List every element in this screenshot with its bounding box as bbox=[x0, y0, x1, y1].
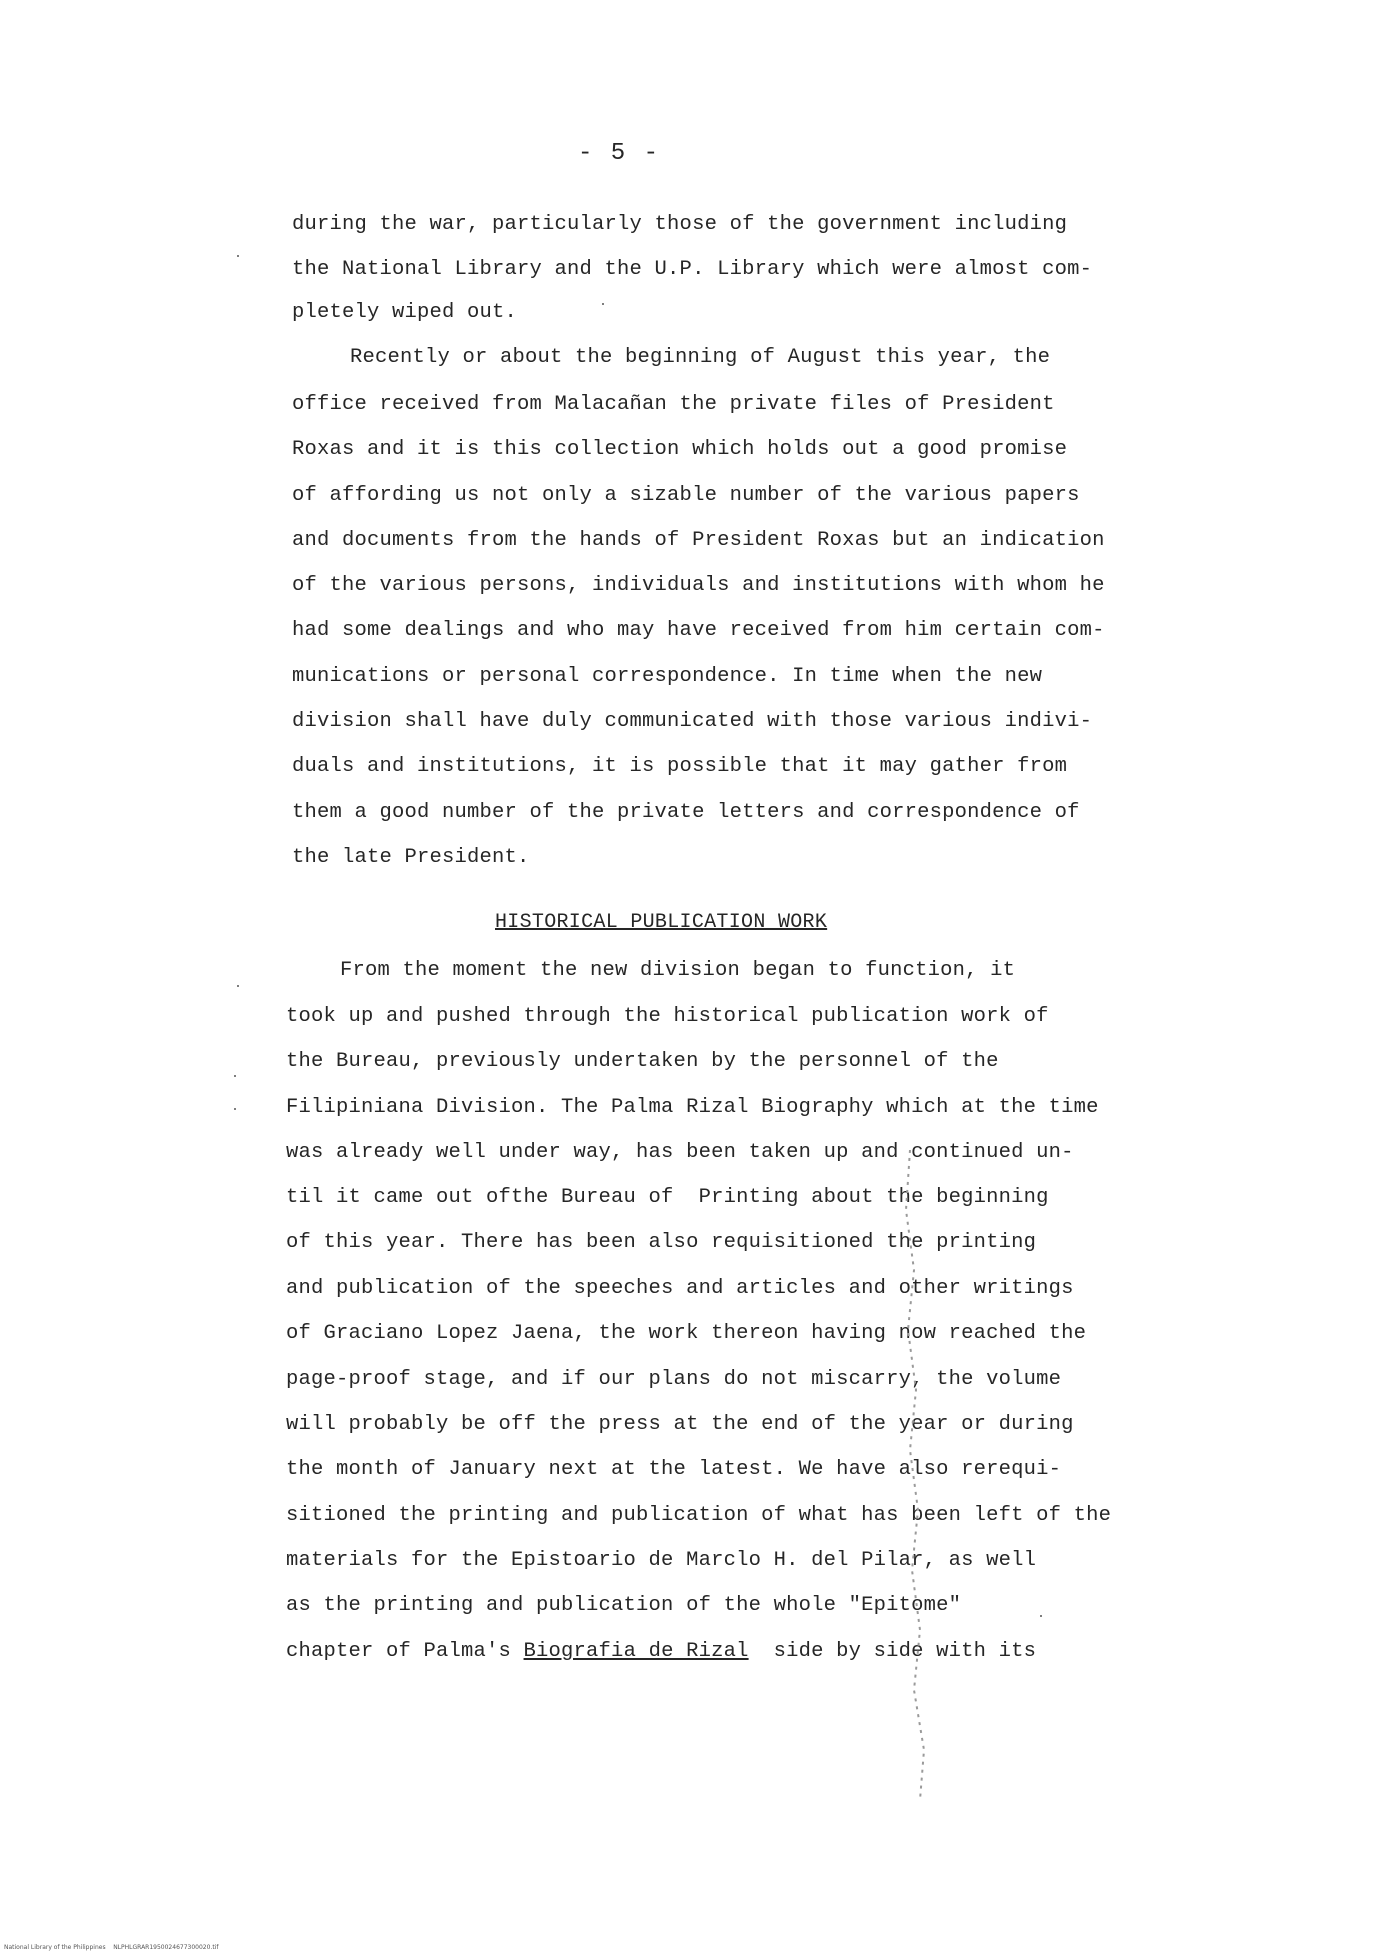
text-line: Roxas and it is this collection which holds out a good promise bbox=[292, 438, 1068, 461]
text-line: them a good number of the private letters and correspondence of bbox=[292, 801, 1080, 824]
text-line: the National Library and the U.P. Library which were almost com- bbox=[292, 258, 1093, 281]
text-line: duals and institutions, it is possible that it may gather from bbox=[292, 755, 1068, 778]
section-heading: HISTORICAL PUBLICATION WORK bbox=[495, 911, 828, 934]
scan-speck bbox=[234, 1075, 236, 1077]
book-title-underlined: Biografia de Rizal bbox=[523, 1640, 749, 1663]
text-line: of Graciano Lopez Jaena, the work thereon having now reached the bbox=[286, 1322, 1087, 1345]
text-line: From the moment the new division began to function, it bbox=[340, 959, 1016, 982]
text-line: the Bureau, previously undertaken by the personnel of the bbox=[286, 1050, 999, 1073]
text-line: and documents from the hands of President Roxas but an indication bbox=[292, 529, 1105, 552]
text-line: materials for the Epistoario de Marclo H. del Pilar, as well bbox=[286, 1549, 1037, 1572]
scan-speck bbox=[237, 255, 239, 257]
scan-speck bbox=[237, 985, 239, 987]
text-fragment: side by side with its bbox=[748, 1640, 1037, 1663]
scan-speck bbox=[602, 303, 604, 305]
text-line: sitioned the printing and publication of what has been left of the bbox=[286, 1504, 1112, 1527]
text-line: page-proof stage, and if our plans do not miscarry, the volume bbox=[286, 1368, 1062, 1391]
text-line: had some dealings and who may have received from him certain com- bbox=[292, 619, 1105, 642]
text-line: of the various persons, individuals and institutions with whom he bbox=[292, 574, 1105, 597]
text-line: during the war, particularly those of the government including bbox=[292, 213, 1068, 236]
text-fragment: chapter of Palma's bbox=[286, 1640, 524, 1663]
text-line: pletely wiped out. bbox=[292, 301, 518, 324]
scan-tear-streak bbox=[880, 1150, 940, 1810]
text-line: the month of January next at the latest. We have also rerequi- bbox=[286, 1458, 1062, 1481]
text-line: the late President. bbox=[292, 846, 530, 869]
text-line: of this year. There has been also requisitioned the printing bbox=[286, 1231, 1037, 1254]
text-line: munications or personal correspondence. In time when the new bbox=[292, 665, 1043, 688]
text-line: til it came out ofthe Bureau of Printing about the beginning bbox=[286, 1186, 1049, 1209]
text-line: Filipiniana Division. The Palma Rizal Biography which at the time bbox=[286, 1096, 1099, 1119]
text-line: will probably be off the press at the end of the year or during bbox=[286, 1413, 1074, 1436]
scan-speck bbox=[234, 1108, 236, 1110]
scan-footer: National Library of the Philippines NLPHLGRAR1950024677300020.tif bbox=[4, 1944, 219, 1951]
text-line: as the printing and publication of the whole "Epitome" bbox=[286, 1594, 962, 1617]
text-line: was already well under way, has been taken up and continued un- bbox=[286, 1141, 1074, 1164]
text-line: and publication of the speeches and articles and other writings bbox=[286, 1277, 1074, 1300]
text-line: took up and pushed through the historical publication work of bbox=[286, 1005, 1049, 1028]
text-line: of affording us not only a sizable number of the various papers bbox=[292, 484, 1080, 507]
text-line: division shall have duly communicated with those various indivi- bbox=[292, 710, 1093, 733]
text-line: office received from Malacañan the private files of President bbox=[292, 393, 1055, 416]
page-number: - 5 - bbox=[578, 140, 661, 167]
text-line: Recently or about the beginning of August this year, the bbox=[350, 346, 1051, 369]
scan-speck bbox=[1040, 1615, 1042, 1617]
